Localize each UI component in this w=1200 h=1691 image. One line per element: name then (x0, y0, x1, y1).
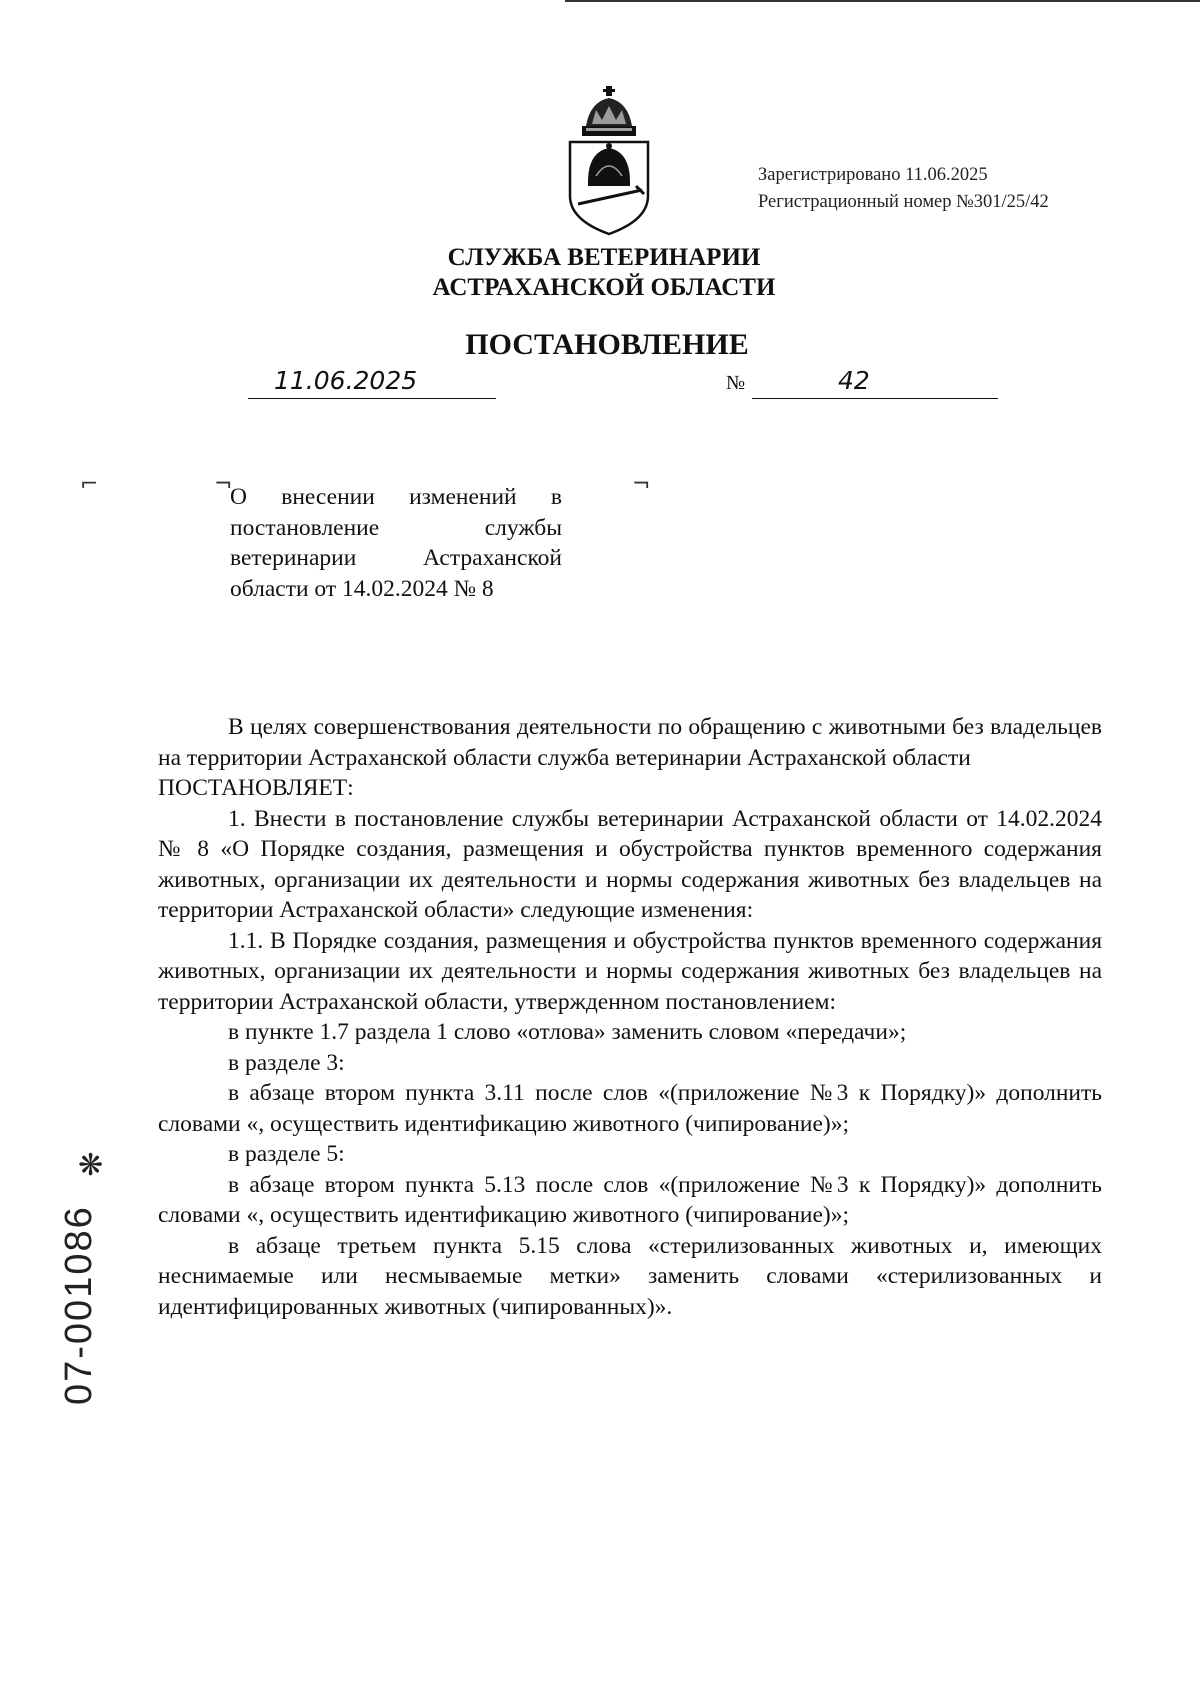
clause-paragraph: в пункте 1.7 раздела 1 слово «отлова» заменить словом «передачи»; (228, 1019, 907, 1045)
clause-paragraph: в разделе 3: (228, 1049, 345, 1076)
clause-paragraph: в разделе 5: (228, 1141, 345, 1167)
item-1-1-paragraph: 1.1. В Порядке создания, размещения и обустройства пунктов временного содержания животных, организации их деятельности и нормы содержания животных без владельцев на территории Астраханской области, утвержденном постановлением: (158, 927, 1102, 1015)
organization-name (0, 243, 1200, 303)
registration-number: Регистрационный номер №301/25/42 (758, 192, 1049, 212)
side-stamp-number: 07-001086 (58, 1205, 100, 1405)
org-line-1: СЛУЖБА ВЕТЕРИНАРИИ (447, 244, 761, 271)
document-number: 42 (838, 366, 870, 395)
registration-stamp (758, 162, 1049, 216)
clause-paragraph: в абзаце втором пункта 3.11 после слов «(приложение №3 к Порядку)» дополнить словами «, осуществить идентификацию животного (чипирование)»; (158, 1080, 1102, 1137)
document-subject: О внесении изменений в постановление службы ветеринарии Астраханской области от 14.02.2024 № 8 (230, 484, 562, 602)
date-underline (248, 398, 496, 399)
org-line-2: АСТРАХАНСКОЙ ОБЛАСТИ (432, 274, 776, 301)
clause-paragraph: в абзаце втором пункта 5.13 после слов «(приложение №3 к Порядку)» дополнить словами «, осуществить идентификацию животного (чипирование)»; (158, 1171, 1102, 1228)
preamble-paragraph: В целях совершенствования деятельности по обращению с животными без владельцев на территории Астраханской области служба ветеринарии Астраханской области (158, 714, 1102, 771)
scan-edge-line (565, 0, 1200, 2)
side-stamp-mark: ❋ (78, 1148, 104, 1183)
registration-date: Зарегистрировано 11.06.2025 (758, 165, 988, 185)
coat-of-arms-icon (566, 86, 652, 236)
corner-mark-subject-left: ¬ (214, 472, 233, 497)
number-underline (752, 398, 998, 399)
item-1-paragraph: 1. Внести в постановление службы ветеринарии Астраханской области от 14.02.2024 № 8 «О Порядке создания, размещения и обустройства пунктов временного содержания животных, организации их деятельности и нормы содержания животных без владельцев на территории Астраханской области» следующие изменения: (158, 805, 1102, 923)
document-body (158, 712, 1102, 1322)
document-date: 11.06.2025 (274, 366, 418, 395)
corner-mark-subject-right: ¬ (632, 472, 651, 497)
number-sign: № (726, 372, 746, 394)
corner-mark-left: ⌐ (80, 472, 99, 497)
decree-word: ПОСТАНОВЛЯЕТ: (158, 775, 354, 801)
document-type: ПОСТАНОВЛЕНИЕ (465, 328, 749, 361)
clause-paragraph: в абзаце третьем пункта 5.15 слова «стерилизованных животных и, имеющих неснимаемые или несмываемые метки» заменить словами «стерилизованных и идентифицированных животных (чипированных)». (158, 1232, 1102, 1320)
